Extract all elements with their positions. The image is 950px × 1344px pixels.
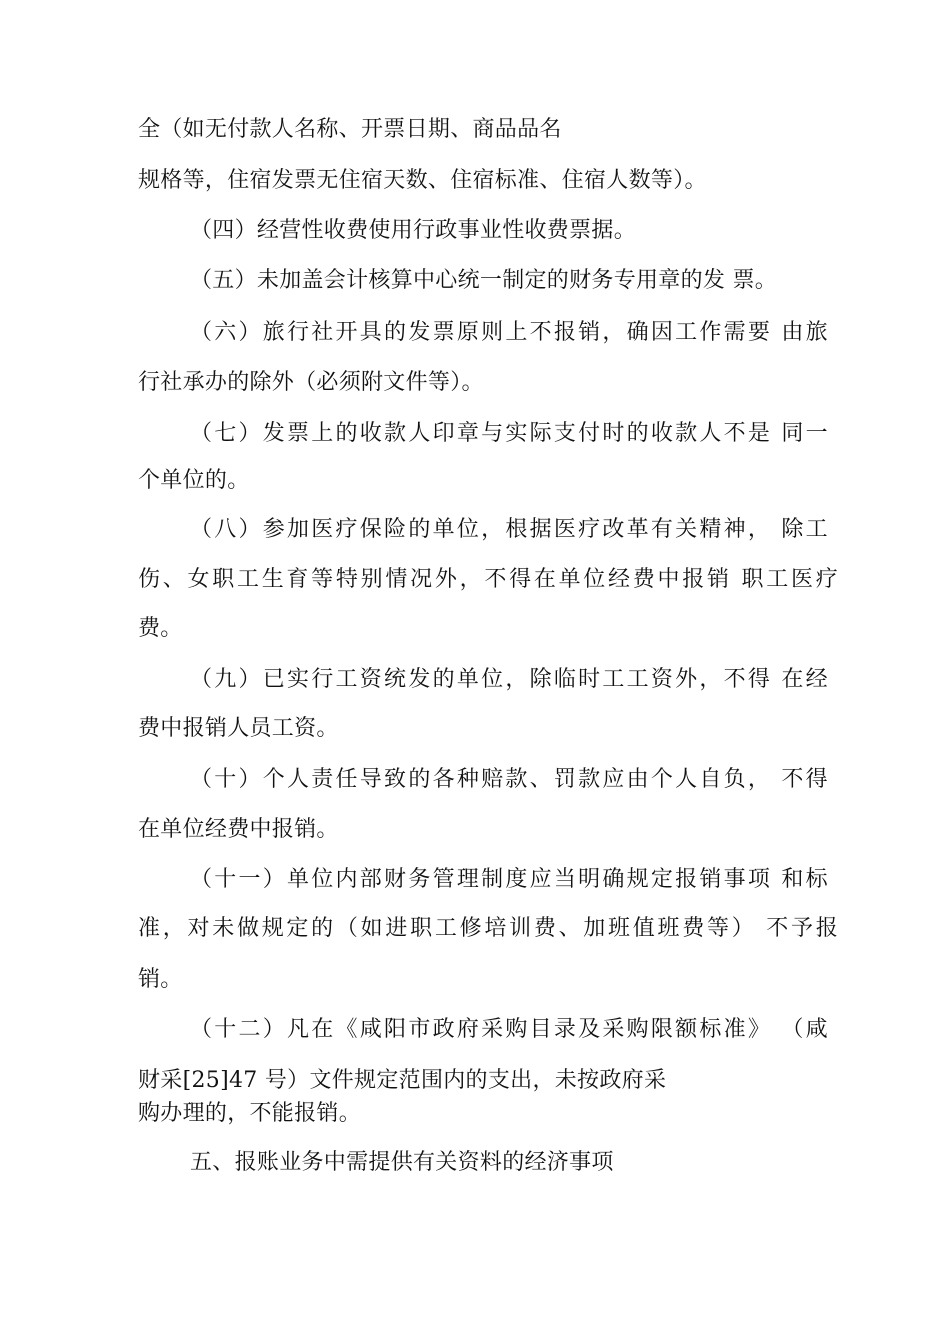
text-line: 费中报销人员工资。: [138, 716, 339, 741]
paragraph-item-9: （九）已实行工资统发的单位，除临时工工资外，不得 在经: [190, 667, 828, 692]
paragraph-item-12: （十二）凡在《咸阳市政府采购目录及采购限额标准》 （咸: [190, 1017, 828, 1042]
paragraph-item-4: （四）经营性收费使用行政事业性收费票据。: [190, 218, 637, 243]
text-line: 全（如无付款人名称、开票日期、商品品名: [138, 117, 562, 142]
text-line: 销。: [138, 967, 183, 992]
section-heading: 五、报账业务中需提供有关资料的经济事项: [190, 1150, 614, 1175]
text-line: 财采[25]47 号）文件规定范围内的支出，未按政府采: [138, 1068, 667, 1093]
paragraph-item-8: （八）参加医疗保险的单位，根据医疗改革有关精神， 除工: [190, 517, 828, 542]
text-line: 伤、女职工生育等特别情况外，不得在单位经费中报销 职工医疗: [138, 567, 838, 592]
paragraph-item-5: （五）未加盖会计核算中心统一制定的财务专用章的发 票。: [190, 268, 778, 293]
paragraph-item-6: （六）旅行社开具的发票原则上不报销，确因工作需要 由旅: [190, 320, 828, 345]
text-line: 准，对未做规定的（如进职工修培训费、加班值班费等） 不予报: [138, 916, 838, 941]
text-line: 费。: [138, 616, 183, 641]
text-line: 购办理的，不能报销。: [138, 1101, 362, 1126]
text-line: 个单位的。: [138, 468, 250, 493]
paragraph-item-7: （七）发票上的收款人印章与实际支付时的收款人不是 同一: [190, 421, 828, 446]
paragraph-item-10: （十）个人责任导致的各种赔款、罚款应由个人自负， 不得: [190, 767, 828, 792]
text-line: 在单位经费中报销。: [138, 817, 339, 842]
text-line: 行社承办的除外（必须附文件等）。: [138, 370, 484, 395]
paragraph-item-11: （十一）单位内部财务管理制度应当明确规定报销事项 和标: [190, 867, 828, 892]
text-line: 规格等，住宿发票无住宿天数、住宿标准、住宿人数等）。: [138, 168, 707, 193]
